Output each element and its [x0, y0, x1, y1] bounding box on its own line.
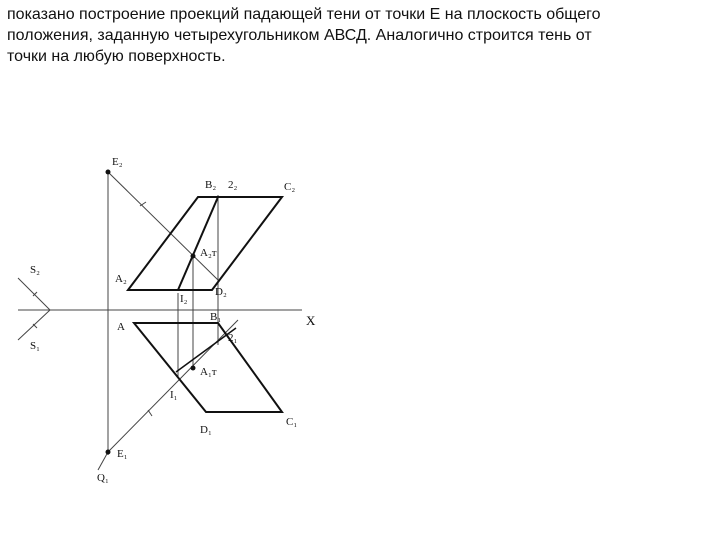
- q1-line: [98, 452, 108, 470]
- frontal-line-2-i: [178, 197, 218, 290]
- label-a2: A₂: [115, 273, 127, 285]
- text-line-3: точки на любую поверхность.: [7, 48, 226, 65]
- point-e2: [106, 170, 111, 175]
- e2-ray: [108, 172, 218, 280]
- text-line-2: положения, заданную четырехугольником АВСД. Аналогично строится тень от: [7, 27, 592, 44]
- text-line-1: показано построение проекций падающей тени от точки Е на плоскость общего: [7, 6, 601, 23]
- e1-ray: [108, 320, 238, 452]
- label-c2: C₂: [284, 181, 296, 193]
- point-a2t: [191, 254, 196, 259]
- label-d1: D₁: [200, 424, 212, 436]
- abcd-frontal-projection: [128, 197, 282, 290]
- label-i2: I₂: [180, 293, 188, 305]
- label-q1: Q₁: [97, 472, 109, 484]
- label-a: A: [117, 321, 125, 333]
- label-e2: E₂: [112, 156, 123, 168]
- label-2-1: 2₁: [228, 332, 238, 344]
- label-d2: D₂: [215, 286, 227, 298]
- e1-ray-arrow: [148, 410, 152, 416]
- label-a1t: A₁т: [200, 366, 217, 378]
- label-c1: C₁: [286, 416, 298, 428]
- label-b2: B₂: [205, 179, 217, 191]
- label-2-2: 2₂: [228, 179, 238, 191]
- label-s2: S₂: [30, 264, 40, 276]
- label-x-axis: X: [306, 313, 316, 328]
- s2-ray: [18, 278, 50, 310]
- label-e1: E₁: [117, 448, 128, 460]
- label-b1: B₁: [210, 311, 222, 323]
- point-e1: [106, 450, 111, 455]
- label-s1: S₁: [30, 340, 40, 352]
- point-a1t: [191, 366, 196, 371]
- label-a2t: A₂т: [200, 247, 217, 259]
- label-i1: I₁: [170, 389, 178, 401]
